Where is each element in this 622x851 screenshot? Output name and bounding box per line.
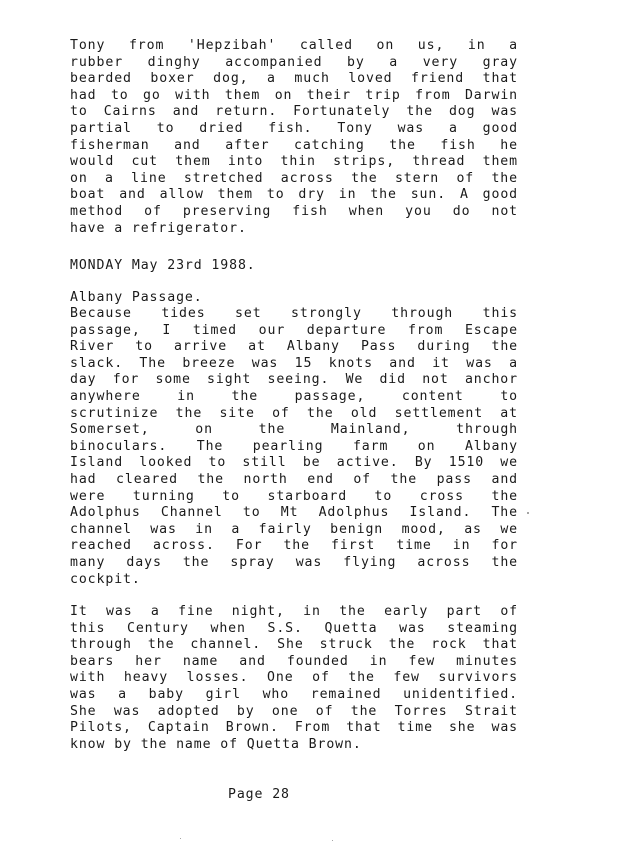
paragraph-tony-visit — [70, 38, 518, 237]
text-line: many days the spray was flying across the — [70, 554, 518, 570]
text-line: boat and allow them to dry in the sun. A good — [70, 187, 518, 203]
text-line: partial to dried fish. Tony was a good — [70, 120, 518, 136]
text-line: binoculars. The pearling farm on Albany — [70, 438, 518, 454]
text-line: method of preserving fish when you do not — [70, 203, 518, 219]
text-line: Adolphus Channel to Mt Adolphus Island. The — [70, 505, 518, 521]
text-line: slack. The breeze was 15 knots and it was a — [70, 355, 518, 371]
text-line: this Century when S.S. Quetta was steaming — [70, 620, 518, 636]
text-line: scrutinize the site of the old settlement at — [70, 405, 518, 421]
text-line: rubber dinghy accompanied by a very gray — [70, 54, 518, 70]
location-heading: Albany Passage. — [70, 290, 203, 305]
text-line: know by the name of Quetta Brown. — [70, 736, 362, 752]
text-line: bears her name and founded in few minutes — [70, 653, 518, 669]
paragraph-quetta — [70, 604, 518, 753]
paragraph-albany-passage — [70, 306, 518, 588]
text-line: channel was in a fairly benign mood, as we — [70, 521, 518, 537]
text-line: Somerset, on the Mainland, through — [70, 422, 518, 438]
text-line: to Cairns and return. Fortunately the dog was — [70, 104, 518, 120]
text-line: anywhere in the passage, content to — [70, 388, 518, 404]
text-line: River to arrive at Albany Pass during the — [70, 339, 518, 355]
text-line: were turning to starboard to cross the — [70, 488, 518, 504]
text-line: with heavy losses. One of the few survivors — [70, 670, 518, 686]
text-line: had cleared the north end of the pass and — [70, 471, 518, 487]
scan-speck — [180, 838, 181, 839]
text-line: would cut them into thin strips, thread them — [70, 154, 518, 170]
text-line: reached across. For the first time in for — [70, 538, 518, 554]
text-line: Island looked to still be active. By 1510 we — [70, 455, 518, 471]
text-line: on a line stretched across the stern of the — [70, 170, 518, 186]
text-line: had to go with them on their trip from Darwin — [70, 87, 518, 103]
text-line: have a refrigerator. — [70, 220, 247, 236]
text-line: Pilots, Captain Brown. From that time she was — [70, 720, 518, 736]
text-line: It was a fine night, in the early part of — [70, 604, 518, 619]
text-line: Because tides set strongly through this — [70, 306, 518, 321]
text-line: fisherman and after catching the fish he — [70, 137, 518, 153]
text-line: through the channel. She struck the rock that — [70, 637, 518, 653]
page-number: Page 28 — [228, 787, 290, 802]
date-heading: MONDAY May 23rd 1988. — [70, 258, 256, 273]
text-line: She was adopted by one of the Torres Strait — [70, 703, 518, 719]
scan-speck — [332, 840, 333, 841]
scan-speck — [527, 512, 529, 514]
text-line: day for some sight seeing. We did not anchor — [70, 372, 518, 388]
text-line: bearded boxer dog, a much loved friend that — [70, 71, 518, 87]
text-line: cockpit. — [70, 571, 141, 587]
text-line: was a baby girl who remained unidentified. — [70, 686, 518, 702]
text-line: passage, I timed our departure from Escape — [70, 322, 518, 338]
text-line: Tony from 'Hepzibah' called on us, in a — [70, 38, 518, 53]
